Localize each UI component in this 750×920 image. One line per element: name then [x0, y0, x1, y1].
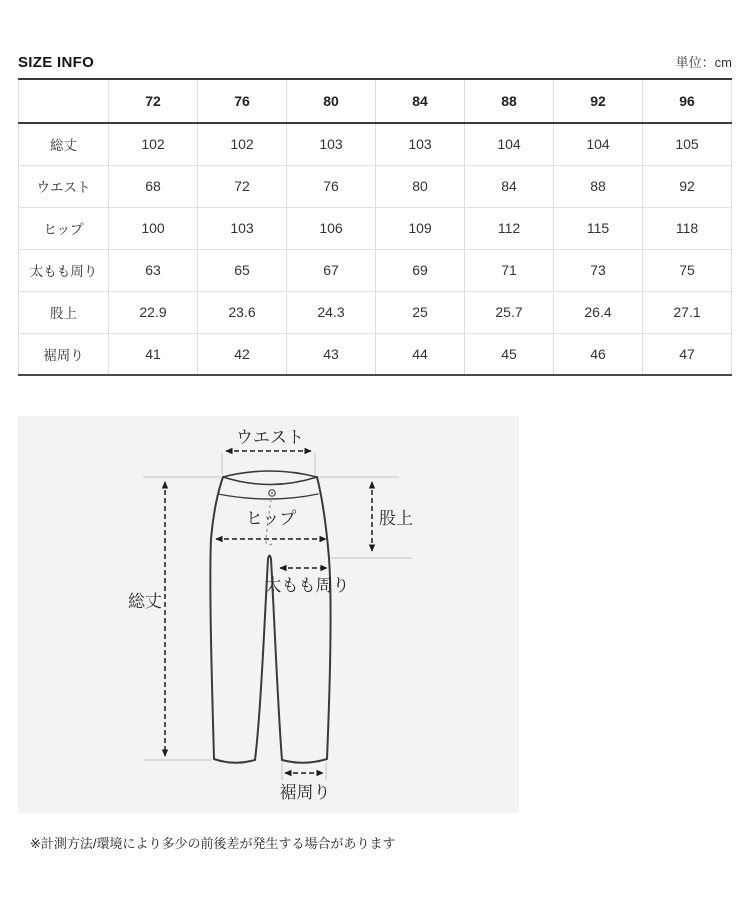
size-cell: 25.7 — [465, 291, 554, 333]
pants-measurement-diagram — [18, 416, 519, 813]
size-cell: 67 — [287, 249, 376, 291]
table-header-row — [19, 79, 732, 123]
row-label: 総丈 — [19, 123, 109, 165]
size-cell: 69 — [376, 249, 465, 291]
size-cell: 41 — [109, 333, 198, 375]
size-cell: 104 — [465, 123, 554, 165]
page-title: SIZE INFO — [18, 54, 95, 71]
table-row — [19, 291, 732, 333]
size-cell: 103 — [198, 207, 287, 249]
size-cell: 68 — [109, 165, 198, 207]
size-cell: 88 — [554, 165, 643, 207]
size-cell: 71 — [465, 249, 554, 291]
size-cell: 23.6 — [198, 291, 287, 333]
size-cell: 104 — [554, 123, 643, 165]
size-column-header: 84 — [376, 79, 465, 123]
table-row — [19, 123, 732, 165]
header — [18, 52, 732, 71]
size-cell: 63 — [109, 249, 198, 291]
size-cell: 112 — [465, 207, 554, 249]
size-cell: 106 — [287, 207, 376, 249]
row-label: 裾周り — [19, 333, 109, 375]
table-row — [19, 165, 732, 207]
size-cell: 118 — [643, 207, 732, 249]
size-table-body — [19, 123, 732, 375]
unit-label: 単位：cm — [675, 55, 732, 70]
size-cell: 26.4 — [554, 291, 643, 333]
row-label: 股上 — [19, 291, 109, 333]
hip-label: ヒップ — [245, 509, 297, 528]
waistband-button-dot — [271, 492, 273, 494]
table-row — [19, 333, 732, 375]
size-cell: 25 — [376, 291, 465, 333]
size-cell: 42 — [198, 333, 287, 375]
size-cell: 102 — [198, 123, 287, 165]
table-row — [19, 249, 732, 291]
thigh-label: 太もも周り — [264, 576, 350, 595]
size-cell: 103 — [287, 123, 376, 165]
size-cell: 109 — [376, 207, 465, 249]
row-label: ウエスト — [19, 165, 109, 207]
size-table — [18, 78, 732, 376]
rise-label: 股上 — [379, 509, 413, 528]
waist-label: ウエスト — [236, 428, 304, 447]
hem-label: 裾周り — [279, 783, 331, 802]
size-column-header: 92 — [554, 79, 643, 123]
size-cell: 100 — [109, 207, 198, 249]
size-cell: 105 — [643, 123, 732, 165]
size-cell: 102 — [109, 123, 198, 165]
size-cell: 84 — [465, 165, 554, 207]
size-cell: 45 — [465, 333, 554, 375]
size-cell: 92 — [643, 165, 732, 207]
size-column-header: 96 — [643, 79, 732, 123]
size-cell: 76 — [287, 165, 376, 207]
size-cell: 75 — [643, 249, 732, 291]
size-cell: 47 — [643, 333, 732, 375]
row-label: 太もも周り — [19, 249, 109, 291]
size-cell: 22.9 — [109, 291, 198, 333]
row-label: ヒップ — [19, 207, 109, 249]
size-table-header — [19, 79, 732, 123]
corner-cell — [19, 79, 109, 123]
size-column-header: 76 — [198, 79, 287, 123]
measurement-diagram-panel — [18, 416, 519, 813]
size-cell: 44 — [376, 333, 465, 375]
size-cell: 103 — [376, 123, 465, 165]
size-cell: 24.3 — [287, 291, 376, 333]
size-column-header: 88 — [465, 79, 554, 123]
size-column-header: 72 — [109, 79, 198, 123]
size-column-header: 80 — [287, 79, 376, 123]
size-cell: 43 — [287, 333, 376, 375]
size-cell: 27.1 — [643, 291, 732, 333]
size-cell: 65 — [198, 249, 287, 291]
size-cell: 72 — [198, 165, 287, 207]
length-label: 総丈 — [128, 592, 162, 611]
size-cell: 73 — [554, 249, 643, 291]
size-cell: 115 — [554, 207, 643, 249]
measurement-disclaimer: ※計測方法/環境により多少の前後差が発生する場合があります — [30, 836, 396, 851]
size-cell: 46 — [554, 333, 643, 375]
size-cell: 80 — [376, 165, 465, 207]
table-row — [19, 207, 732, 249]
